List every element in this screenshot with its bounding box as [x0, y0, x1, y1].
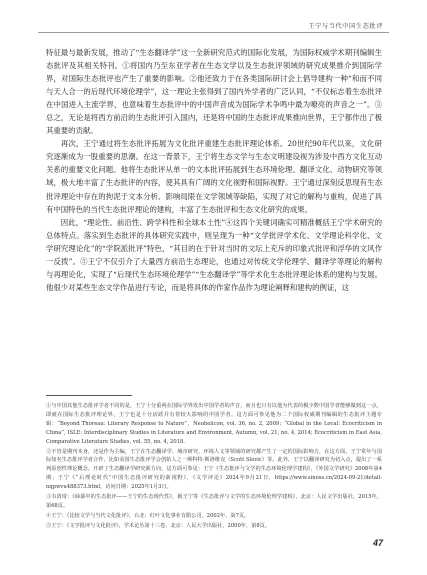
- footnotes: [46, 402, 382, 532]
- footnote: ⑤王宁：《文学批评与文化批评》，学术论丛第十三卷，北京：人民大学出版社，2000年，第8页。: [46, 522, 270, 529]
- body-text: [46, 46, 382, 294]
- page-number: 47: [372, 538, 383, 548]
- body-paragraph: 特征最与最新发展，推动了“生态翻译学”这一全新研究范式的国际化发展，为国际权威学术期刊编辑生态批评及其相关特刊。①将国内乃至东亚学者在生态文学以及生态批评领域的研究成果推介到国际学界，对国际生态批评也产生了重要的影响。②他还致力于在各类国际研讨会上倡导建构一种“和而不同与天人合一的后现代环境伦理学”，这一理论主张得到了国内外学者的广泛认同，“不仅标志着生态批评在中国进入主流学界，也意味着生态批评中的中国声音成为国际学术争鸣中最为嘹亮的声音之一”。③总之，无论是将西方前沿的生态批评引入国内，还是将中国的生态批评成果推向世界，王宁都作出了极其重要的贡献。: [46, 48, 382, 136]
- footnote: ①与中国其他生态批评学者不同的是，王宁十分重视在国际学界发出中国学者的声音，而且也只有以他为代表的极少数中国学者能够做到这一点，即就在国际生态批评理论界，王宁也是十分活跃并有着较大影响的中国学者。这方面可参见他为二个国际权威期刊编辑的生态批评主题专辑：“Beyond Thoreau: Literary Response to Nature”，Neohelicon, vol. 36, no. 2, 2009；“Global in the Local: Ecocriticism in China”, ISLE: Interdisciplinary Studies in Literature and Environment, Autumn, vol. 21, no. 4, 2014; Ecocriticism in East Asia, Comparative Literature Studies, vol. 55, no. 4, 2018.: [46, 403, 382, 445]
- body-paragraph: 再次，王宁通过将生态批评拓展为文化批评重建生态批评理论体系。20世纪90年代以来，文化研究逐渐成为一股重要的思潮。在这一背景下，王宁将生态文学与生态文明建设视为涉及中西方文化互动关系的重要文化问题。他将生态批评从单一的文本批评拓展到生态环境伦理、翻译文化、动物研究等领域，极大地丰富了生态批评的内容，使其具有广阔的文化视野和国际视野。王宁通过深刻反思现有生态批评理论中存在的拘泥于文本分析、影响局限在文学领域等缺陷，实现了对它的解构与重构，促进了具有中国特色的当代生态批评理论的建构，丰富了生态批评和生态文化研究的成果。: [46, 139, 382, 214]
- footnote: ③韦清琦：《绿幕中的生态批评——王宁的生态现代性》，载王宁等《生态批评与文学的生态环境伦理学建构》，北京：人民文学出版社，2015年，第68页。: [46, 494, 382, 509]
- running-head: 王宁与当代中国生态批评: [308, 23, 383, 30]
- body-paragraph: 因此，“理论性、前沿性、跨学科性和全球本土性”④这四个关键词确实可精准概括王宁学术研究的总体特点。落实到生态批评的具体研究实践中，则呈现为一种“文学批评学术化、文学理论科学化、文学研究理论化”的“学院派批评”特色，“其目的在于针对当时的文坛上充斥的印象式批评和浮华的文风作一反拨”。⑤王宁不仅引介了大量西方前沿生态理论，也通过对传统文学伦理学、翻译学等理论的解构与再理论化，实现了“后现代生态环境伦理学”“生态翻译学”等学术化生态批评理论体系的建构与发展。他很少对某些生态文学作品进行专论，而是将具体的作家作品作为理论阐释和建构的例证，这: [46, 217, 382, 292]
- footnote-rule: [46, 395, 132, 396]
- footnote: ④王宁：《比较文学与当代文化批评》，台北：红叶文化事业有限公司，2002年，第7页。: [46, 512, 250, 519]
- footnote: ②不管是期刊本身，还是作为主编，王宁在生态翻译学、城市研究、环境人文等领域的研究都产生了一定的国际影响力，在这方面，王宁常年与国际知名生态批评学者合作，比如美国生态批评学会创始人之一斯科特·斯洛维克（Scott Slovic）等。此外，王宁以翻译研究为切入点，提出了一系列原创性理论概念，开辟了生态翻译学研究新方向，这方面可参见：王宁《生态批评与文学的生态环境伦理学建构》，《外国文学研究》2008年第4期；王宁《“后理论时代”中国生态批评研究的新视野》，《文学评论》2024年9月21日，https://www.sinoss.cn/2024-09-21/detail-nqpwvu488373.html，访问日期：2025年1月3日。: [46, 448, 382, 491]
- header-rule: [38, 32, 389, 33]
